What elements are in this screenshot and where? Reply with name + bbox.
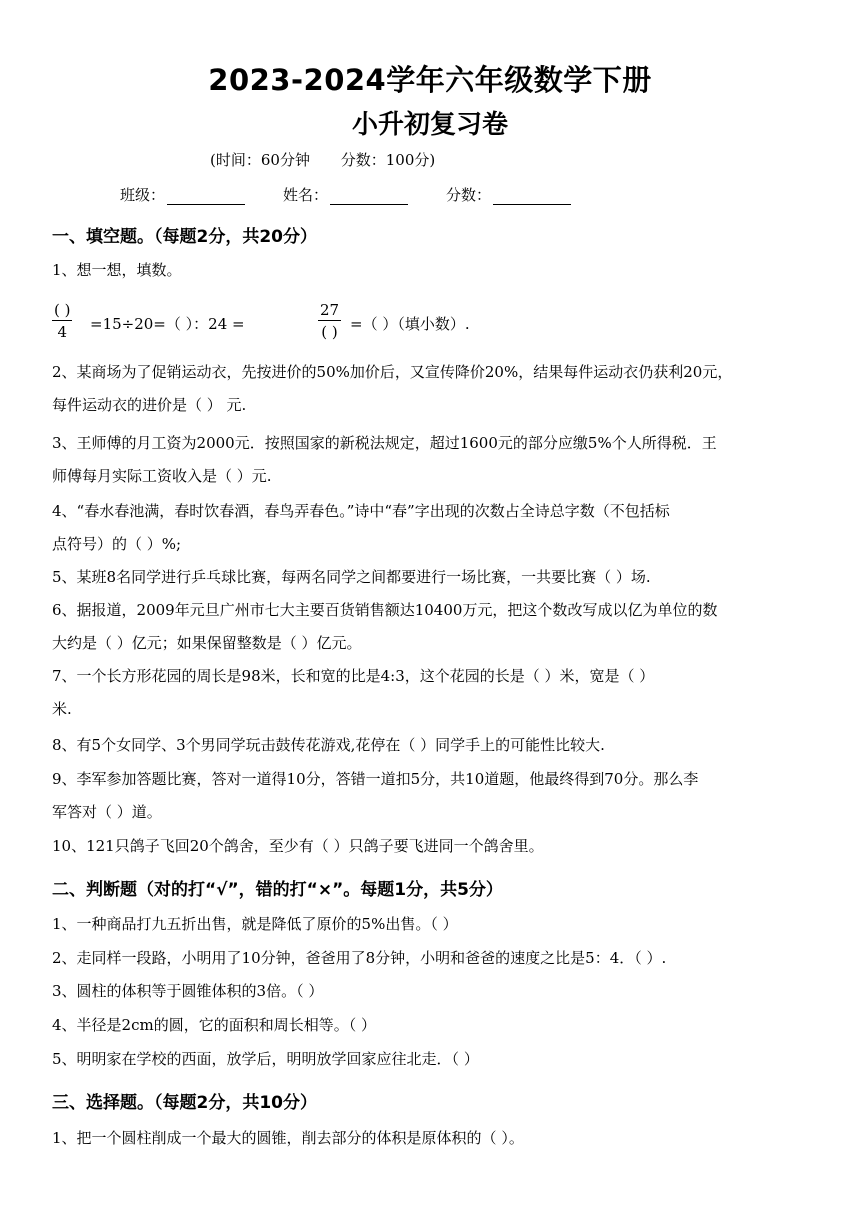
fraction-2 bbox=[318, 300, 341, 343]
question-1-9a: 9、李军参加答题比赛，答对一道得10分，答错一道扣5分，共10道题，他最终得到70分。那么李 bbox=[52, 770, 699, 788]
question-2-4: 4、半径是2cm的圆，它的面积和周长相等。（ ） bbox=[52, 1016, 376, 1034]
page-title: 2023-2024学年六年级数学下册 bbox=[208, 63, 652, 97]
question-1-7b: 米. bbox=[52, 700, 72, 718]
question-2-1: 1、一种商品打九五折出售，就是降低了原价的5%出售。（ ） bbox=[52, 915, 458, 933]
question-1-6b: 大约是（ ）亿元；如果保留整数是（ ）亿元。 bbox=[52, 634, 362, 652]
section2-heading: 二、判断题（对的打“√”，错的打“×”。每题1分，共5分） bbox=[52, 880, 503, 900]
section1-heading: 一、填空题。（每题2分，共20分） bbox=[52, 227, 317, 247]
question-1-8: 8、有5个女同学、3个男同学玩击鼓传花游戏,花停在（ ）同学手上的可能性比较大. bbox=[52, 736, 605, 754]
class-field[interactable] bbox=[120, 184, 245, 205]
name-field[interactable] bbox=[283, 184, 408, 205]
equation-middle: =15÷20=（ ）：24 = bbox=[90, 315, 245, 333]
student-fields bbox=[120, 184, 609, 205]
question-1-2b: 每件运动衣的进价是（ ） 元. bbox=[52, 396, 247, 414]
fraction-1-numerator: ( ) bbox=[54, 301, 71, 319]
name-blank[interactable] bbox=[330, 189, 408, 205]
question-1-2a: 2、某商场为了促销运动衣，先按进价的50%加价后，又宣传降价20%，结果每件运动衣仍获利20元， bbox=[52, 363, 733, 381]
page-subtitle: 小升初复习卷 bbox=[351, 110, 508, 140]
points-blank[interactable] bbox=[493, 189, 571, 205]
question-3-1: 1、把一个圆柱削成一个最大的圆锥，削去部分的体积是原体积的（ ）。 bbox=[52, 1129, 524, 1147]
time-info: (时间：60分钟 bbox=[210, 151, 310, 169]
section3-heading: 三、选择题。（每题2分，共10分） bbox=[52, 1093, 317, 1113]
exam-info bbox=[210, 149, 461, 170]
question-1-6a: 6、据报道，2009年元旦广州市七大主要百货销售额达10400万元，把这个数改写成以亿为单位的数 bbox=[52, 601, 718, 619]
fraction-1 bbox=[52, 300, 72, 343]
question-1-1: 1、想一想，填数。 bbox=[52, 261, 182, 279]
fraction-2-numerator: 27 bbox=[320, 301, 340, 319]
points-field[interactable] bbox=[446, 184, 571, 205]
score-info: 分数：100分) bbox=[340, 151, 436, 169]
question-1-5: 5、某班8名同学进行乒乓球比赛，每两名同学之间都要进行一场比赛，一共要比赛（ ）场. bbox=[52, 568, 651, 586]
fraction-1-denominator: 4 bbox=[57, 323, 68, 341]
question-1-9b: 军答对（ ）道。 bbox=[52, 803, 162, 821]
question-2-5: 5、明明家在学校的西面，放学后，明明放学回家应往北走．（ ） bbox=[52, 1050, 479, 1068]
name-label: 姓名： bbox=[283, 186, 329, 204]
question-1-4a: 4、“春水春池满，春时饮春酒，春鸟弄春色。”诗中“春”字出现的次数占全诗总字数（不包括标 bbox=[52, 502, 670, 520]
question-1-10: 10、121只鸽子飞回20个鸽舍，至少有（ ）只鸽子要飞进同一个鸽舍里。 bbox=[52, 837, 544, 855]
points-label: 分数： bbox=[446, 186, 492, 204]
question-1-4b: 点符号）的（ ）%; bbox=[52, 535, 182, 553]
class-blank[interactable] bbox=[167, 189, 245, 205]
question-1-3a: 3、王师傅的月工资为2000元．按照国家的新税法规定，超过1600元的部分应缴5%个人所得税．王 bbox=[52, 434, 717, 452]
question-1-3b: 师傅每月实际工资收入是（ ）元. bbox=[52, 467, 272, 485]
fraction-2-denominator: ( ) bbox=[321, 323, 338, 341]
question-2-2: 2、走同样一段路，小明用了10分钟，爸爸用了8分钟，小明和爸爸的速度之比是5：4．（ ）. bbox=[52, 949, 667, 967]
class-label: 班级： bbox=[120, 186, 166, 204]
equation-end: =（ ）（填小数）. bbox=[350, 315, 470, 333]
question-1-7a: 7、一个长方形花园的周长是98米，长和宽的比是4:3，这个花园的长是（ ）米，宽是（ ） bbox=[52, 667, 655, 685]
question-2-3: 3、圆柱的体积等于圆锥体积的3倍。（ ） bbox=[52, 982, 324, 1000]
